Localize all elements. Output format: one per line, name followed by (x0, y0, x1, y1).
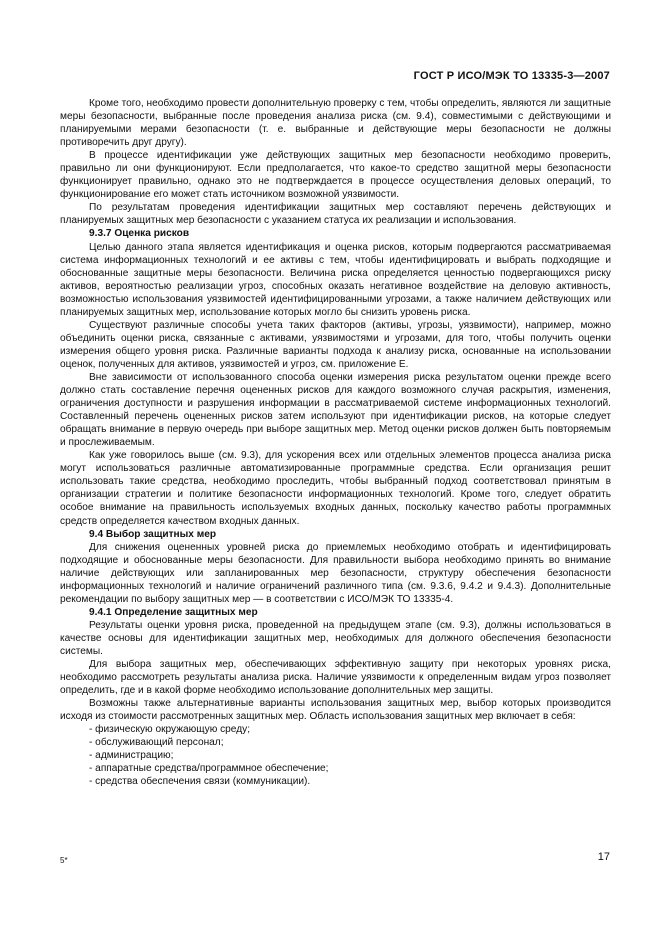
paragraph: Для снижения оцененных уровней риска до приемлемых необходимо отобрать и идентифицировать подходящие и обоснованные меры безопасности. Для правильности выбора необходимо принять во внимание наличие действующих или запланированных мер безопасности, структуру обеспечения безопасности информационных технологий и наличие ограничений различного типа (см. 9.3.6, 9.4.2 и 9.4.3). Дополнительные рекомендации по выбору защитных мер — в соответствии с ИСО/МЭК ТО 13335-4. (60, 541, 611, 605)
list-item: - администрацию; (89, 750, 174, 762)
paragraph: Возможны также альтернативные варианты использования защитных мер, выбор которых производится исходя из стоимости рассмотренных защитных мер. Область использования защитных мер включает в себя: (60, 698, 611, 723)
paragraph: По результатам проведения идентификации защитных мер составляют перечень действующих и планируемых защитных мер безопасности с указанием статуса их реализации и использования. (60, 202, 611, 227)
section-heading-9-3-7: 9.3.7 Оценка рисков (89, 228, 190, 240)
signature-mark: 5* (60, 856, 68, 865)
paragraph: В процессе идентификации уже действующих защитных мер безопасности необходимо проверить, правильно ли они функционируют. Если предполагается, что какое-то средство защитной меры безопасности функционирует правильно, однако это не подтверждается в процессе осуществления деловых операций, то функционирование его может стать источником возможной уязвимости. (60, 150, 611, 201)
paragraph: Целью данного этапа является идентификация и оценка рисков, которым подвергаются рассматриваемая система информационных технологий и ее активы с тем, чтобы идентифицировать и выбрать подходящие и обоснованные защитные меры безопасности. Величина риска определяется ценностью подвергающихся риску активов, вероятностью реализации угроз, способных оказать негативное воздействие на деловую активность, возможностью использования уязвимостей идентифицированными угрозами, а также наличием действующих или планируемых защитных мер, использование которых могло бы снизить уровень риска. (60, 241, 611, 318)
paragraph: Как уже говорилось выше (см. 9.3), для ускорения всех или отдельных элементов процесса анализа риска могут использоваться различные автоматизированные программные средства. Если организация решит использовать такие средства, необходимо проследить, чтобы выбранный подход соответствовал принятым в организации стратегии и политике безопасности информационных технологий. Кроме того, следует обратить особое внимание на правильность используемых входных данных, поскольку качество работы программных средств определяется качеством входных данных. (60, 450, 611, 527)
page-body (60, 97, 611, 788)
list-item: - аппаратные средства/программное обеспечение; (89, 763, 329, 775)
paragraph: Результаты оценки уровня риска, проведенной на предыдущем этапе (см. 9.3), должны использоваться в качестве основы для идентификации защитных мер, необходимых для должного обеспечения безопасности системы. (60, 619, 611, 657)
list-item: - средства обеспечения связи (коммуникации). (89, 776, 311, 788)
list-item: - физическую окружающую среду; (89, 724, 251, 736)
page-number: 17 (597, 851, 610, 863)
paragraph: Существуют различные способы учета таких факторов (активы, угрозы, уязвимости), например, можно объединить оценки риска, связанные с активами, уязвимостями и угрозами, для того, чтобы получить оценки измерения общего уровня риска. Различные варианты подхода к анализу риска, основанные на использовании оценок, полученных для активов, уязвимостей и угроз, см. приложение Е. (60, 319, 611, 370)
paragraph: Для выбора защитных мер, обеспечивающих эффективную защиту при некоторых уровнях риска, необходимо рассмотреть результаты анализа риска. Наличие уязвимости к определенным видам угроз позволяет определить, где и в какой форме необходимо использование дополнительных мер защиты. (60, 659, 611, 697)
section-heading-9-4: 9.4 Выбор защитных мер (89, 528, 217, 540)
safeguard-areas-list (60, 723, 611, 788)
paragraph: Кроме того, необходимо провести дополнительную проверку с тем, чтобы определить, являются ли защитные меры безопасности, выбранные после проведения анализа риска (см. 9.4), совместимыми с действующими и планируемыми мерами безопасности (т. е. выбранные и действующие меры безопасности не должны противоречить друг другу). (60, 98, 611, 149)
list-item: - обслуживающий персонал; (89, 737, 224, 749)
standard-header: ГОСТ Р ИСО/МЭК ТО 13335-3—2007 (413, 70, 610, 82)
paragraph: Вне зависимости от использованного способа оценки измерения риска результатом оценки прежде всего должно стать составление перечня оцененных рисков для каждого возможного случая раскрытия, изменения, ограничения доступности и разрушения информации в рассматриваемой системе информационных технологий. Составленный перечень оцененных рисков затем используют при идентификации рисков, на которые следует обращать внимание в первую очередь при выборе защитных мер. Метод оценки рисков должен быть повторяемым и прослеживаемым. (60, 371, 611, 449)
section-heading-9-4-1: 9.4.1 Определение защитных мер (89, 606, 258, 618)
